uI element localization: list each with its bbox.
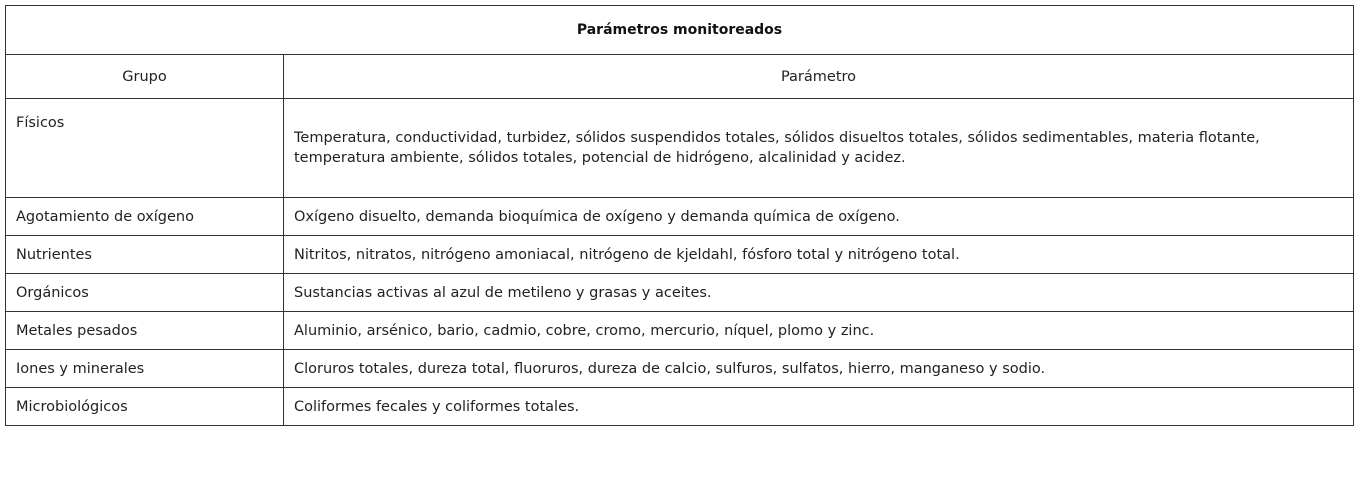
parameter-cell: Cloruros totales, dureza total, fluoruros, dureza de calcio, sulfuros, sulfatos, hierro, manganeso y sodio. bbox=[284, 350, 1354, 388]
group-cell: Físicos bbox=[6, 99, 284, 198]
column-header-parameter: Parámetro bbox=[284, 55, 1354, 99]
group-cell: Metales pesados bbox=[6, 312, 284, 350]
parameter-cell: Coliformes fecales y coliformes totales. bbox=[284, 388, 1354, 426]
column-header-group: Grupo bbox=[6, 55, 284, 99]
group-cell: Iones y minerales bbox=[6, 350, 284, 388]
table-row bbox=[6, 274, 1354, 312]
group-cell: Agotamiento de oxígeno bbox=[6, 198, 284, 236]
group-cell: Orgánicos bbox=[6, 274, 284, 312]
table-row bbox=[6, 388, 1354, 426]
table-title: Parámetros monitoreados bbox=[6, 6, 1354, 55]
table-row bbox=[6, 198, 1354, 236]
table-row bbox=[6, 312, 1354, 350]
group-cell: Microbiológicos bbox=[6, 388, 284, 426]
parameter-cell: Temperatura, conductividad, turbidez, sólidos suspendidos totales, sólidos disueltos totales, sólidos sedimentables, materia flotante, temperatura ambiente, sólidos totales, potencial de hidrógeno, alcalinidad y acidez. bbox=[284, 99, 1354, 198]
parameter-cell: Nitritos, nitratos, nitrógeno amoniacal, nitrógeno de kjeldahl, fósforo total y nitrógeno total. bbox=[284, 236, 1354, 274]
table-row bbox=[6, 350, 1354, 388]
table-row bbox=[6, 236, 1354, 274]
parameter-cell: Sustancias activas al azul de metileno y grasas y aceites. bbox=[284, 274, 1354, 312]
parameters-table bbox=[5, 5, 1354, 426]
parameter-cell: Oxígeno disuelto, demanda bioquímica de oxígeno y demanda química de oxígeno. bbox=[284, 198, 1354, 236]
table-row bbox=[6, 99, 1354, 198]
parameter-cell: Aluminio, arsénico, bario, cadmio, cobre, cromo, mercurio, níquel, plomo y zinc. bbox=[284, 312, 1354, 350]
group-cell: Nutrientes bbox=[6, 236, 284, 274]
